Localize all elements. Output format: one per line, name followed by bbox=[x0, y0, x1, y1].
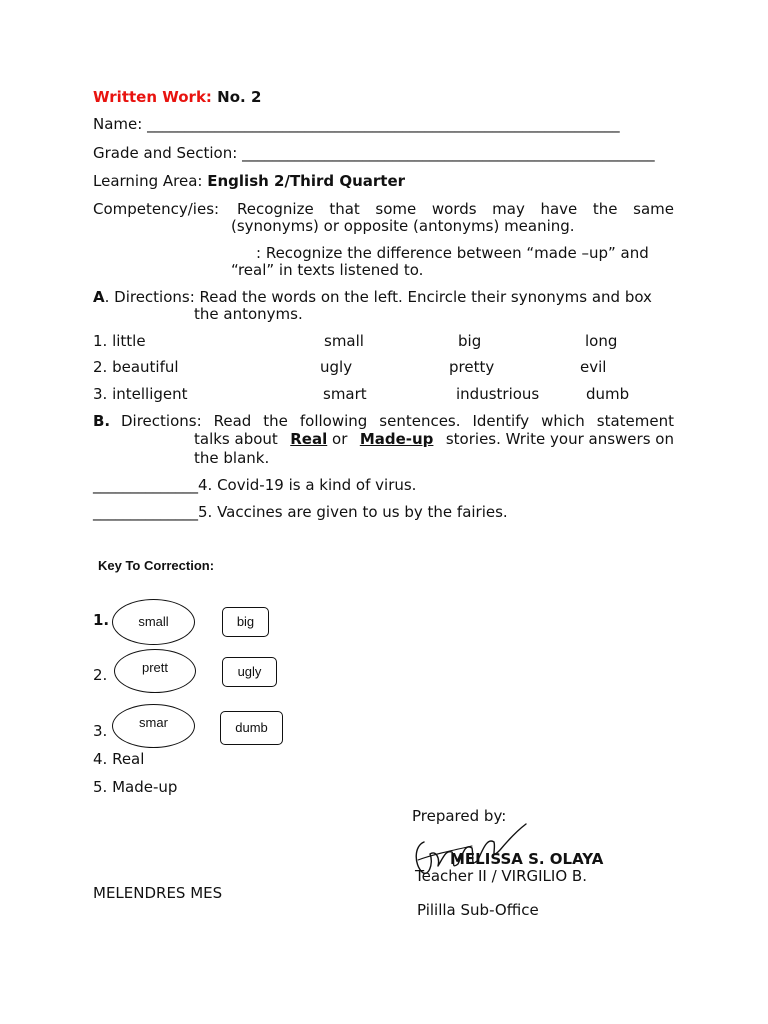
key-row-1-circled: small bbox=[112, 599, 195, 645]
key-row-2-boxed: ugly bbox=[222, 657, 277, 687]
section-b-directions-line-3: the blank. bbox=[194, 449, 270, 467]
section-b-directions: Directions: Read the following sentences. Identify which statement bbox=[121, 412, 674, 430]
question-5-blank: ______________ bbox=[93, 503, 198, 521]
written-work-label: Written Work: bbox=[93, 88, 212, 106]
made-up-label: Made-up bbox=[359, 430, 434, 448]
learning-area-row bbox=[93, 172, 405, 190]
competency-line-4: “real” in texts listened to. bbox=[231, 261, 424, 279]
item-2-choice-1: ugly bbox=[320, 358, 353, 376]
item-1-choice-1: small bbox=[324, 332, 364, 350]
section-a-directions bbox=[93, 288, 652, 306]
teacher-title: Teacher II / VIRGILIO B. bbox=[415, 867, 587, 885]
grade-section-row bbox=[93, 144, 655, 162]
key-answer-5: 5. Made-up bbox=[93, 778, 178, 796]
grade-section-blank: _______________________________________________________ bbox=[242, 144, 655, 162]
learning-area-label: Learning Area: bbox=[93, 172, 203, 190]
real-label: Real bbox=[290, 430, 328, 448]
grade-section-label: Grade and Section: bbox=[93, 144, 238, 162]
competency-line-3: : Recognize the difference between “made –up” and bbox=[256, 244, 649, 262]
item-1-choice-3: long bbox=[585, 332, 618, 350]
question-4 bbox=[93, 476, 416, 494]
key-row-3-circled: smar bbox=[112, 704, 195, 748]
item-3-word: 3. intelligent bbox=[93, 385, 188, 403]
question-5 bbox=[93, 503, 508, 521]
question-4-text: 4. Covid-19 is a kind of virus. bbox=[198, 476, 417, 494]
key-title: Key To Correction: bbox=[98, 558, 215, 573]
prepared-by-label: Prepared by: bbox=[412, 807, 507, 825]
item-2-word: 2. beautiful bbox=[93, 358, 179, 376]
name-blank: _______________________________________________________________ bbox=[147, 115, 620, 133]
key-row-3-boxed: dumb bbox=[220, 711, 283, 745]
competency-label: Competency/ies: bbox=[93, 200, 220, 218]
item-2-choice-3: evil bbox=[580, 358, 607, 376]
written-work-heading bbox=[93, 88, 261, 106]
school-name: MELENDRES MES bbox=[93, 884, 223, 902]
item-2-choice-2: pretty bbox=[449, 358, 495, 376]
name-label: Name: bbox=[93, 115, 143, 133]
item-1-word: 1. little bbox=[93, 332, 146, 350]
item-3-choice-3: dumb bbox=[586, 385, 630, 403]
sub-office: Pililla Sub-Office bbox=[417, 901, 539, 919]
key-row-2-circled: prett bbox=[114, 649, 196, 693]
competency-line-1: Recognize that some words may have the same bbox=[237, 200, 674, 218]
section-a-directions-text: . Directions: Read the words on the left. Encircle their synonyms and box bbox=[104, 288, 652, 306]
competency-line-2: (synonyms) or opposite (antonyms) meaning. bbox=[231, 217, 575, 235]
item-3-choice-1: smart bbox=[323, 385, 367, 403]
key-answer-4: 4. Real bbox=[93, 750, 145, 768]
learning-area-value: English 2/Third Quarter bbox=[207, 172, 406, 190]
key-row-1-number: 1. bbox=[93, 611, 110, 629]
name-row bbox=[93, 115, 620, 133]
item-3-choice-2: industrious bbox=[456, 385, 540, 403]
teacher-name: MELISSA S. OLAYA bbox=[450, 850, 604, 868]
question-5-text: 5. Vaccines are given to us by the fairies. bbox=[198, 503, 508, 521]
key-row-2-number: 2. bbox=[93, 666, 108, 684]
written-work-number: No. 2 bbox=[217, 88, 262, 106]
item-1-choice-2: big bbox=[458, 332, 482, 350]
section-b-directions-line-2: talks about Real or Made-up stories. Write your answers on bbox=[194, 430, 674, 448]
key-row-1-boxed: big bbox=[222, 607, 269, 637]
key-row-3-number: 3. bbox=[93, 722, 108, 740]
section-b-letter: B. bbox=[93, 412, 111, 430]
section-a-directions-line-2: the antonyms. bbox=[194, 305, 303, 323]
question-4-blank: ______________ bbox=[93, 476, 198, 494]
section-a-letter: A bbox=[93, 288, 105, 306]
